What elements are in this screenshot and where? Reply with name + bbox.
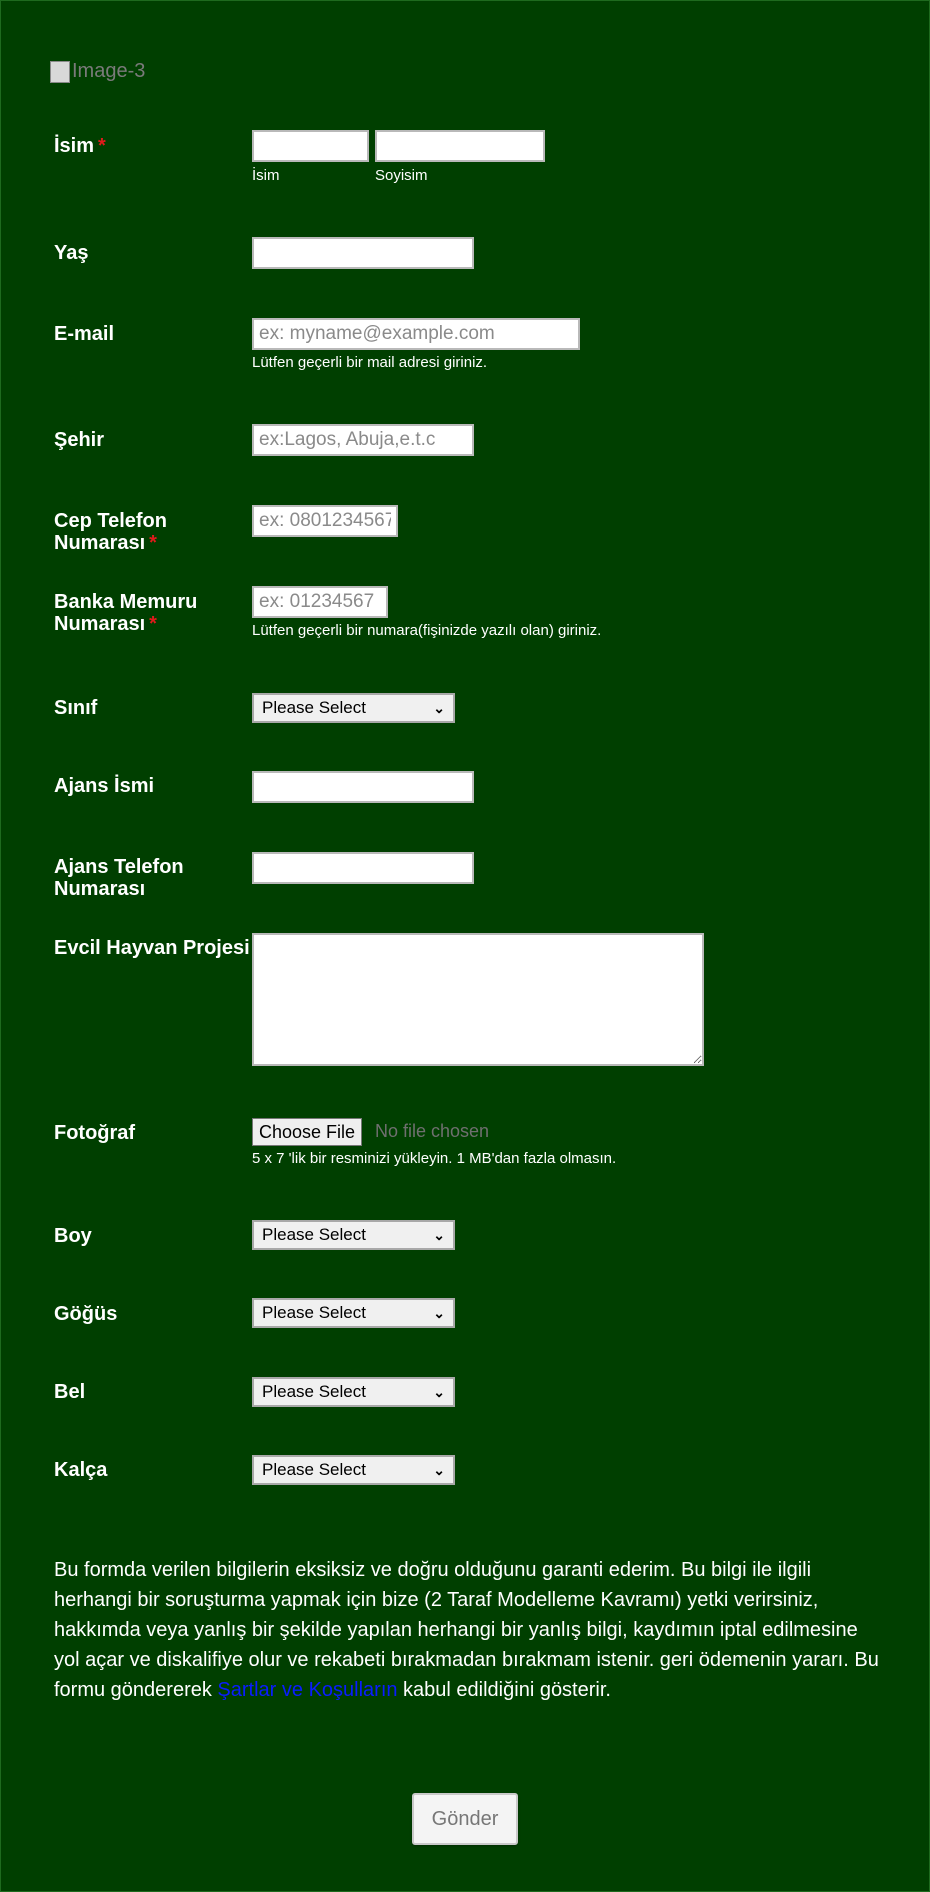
legal-text-after: kabul edildiğini gösterir. bbox=[397, 1679, 611, 1701]
chevron-down-icon: ⌄ bbox=[433, 1304, 445, 1321]
phone-input[interactable] bbox=[252, 505, 398, 537]
chevron-down-icon: ⌄ bbox=[433, 699, 445, 716]
first-name-sublabel: İsim bbox=[252, 167, 280, 184]
broken-image-icon bbox=[50, 61, 70, 83]
chevron-down-icon: ⌄ bbox=[433, 1461, 445, 1478]
email-hint: Lütfen geçerli bir mail adresi giriniz. bbox=[252, 354, 488, 371]
waist-select-value: Please Select bbox=[262, 1382, 366, 1401]
legal-text bbox=[54, 1555, 884, 1705]
chest-select-value: Please Select bbox=[262, 1303, 366, 1322]
pet-project-label: Evcil Hayvan Projesi bbox=[54, 937, 250, 959]
bank-label-line1: Banka Memuru bbox=[54, 591, 198, 613]
height-select-value: Please Select bbox=[262, 1225, 366, 1244]
agency-name-label: Ajans İsmi bbox=[54, 775, 155, 797]
legal-text-before: Bu formda verilen bilgilerin eksiksiz ve doğru olduğunu garanti ederim. Bu bilgi ile ilgili herhangi bir soruşturma yapmak için bize (2 Taraf Modelleme Kavramı) yetki verirsiniz, hakkımda veya yanlış bir şekilde yapılan herhangi bir yanlış bilgi, kaydımın iptal edilmesine yol açar ve diskalifiye olur ve rekabeti bırakmadan bırakmam istenir. geri ödemenin yararı. Bu formu göndererek bbox=[54, 1559, 879, 1701]
photo-label: Fotoğraf bbox=[54, 1122, 136, 1144]
class-label: Sınıf bbox=[54, 697, 98, 719]
bank-hint: Lütfen geçerli bir numara(fişinizde yazılı olan) giriniz. bbox=[252, 622, 602, 639]
bank-label bbox=[54, 591, 197, 635]
required-marker: * bbox=[149, 532, 157, 554]
pet-project-textarea[interactable] bbox=[252, 933, 704, 1066]
header-image-alt: Image-3 bbox=[72, 60, 146, 82]
chevron-down-icon: ⌄ bbox=[433, 1383, 445, 1400]
email-input[interactable] bbox=[252, 318, 580, 350]
terms-link[interactable]: Şartlar ve Koşulların bbox=[217, 1679, 398, 1701]
city-label: Şehir bbox=[54, 429, 105, 451]
first-name-input[interactable] bbox=[252, 130, 369, 162]
agency-phone-label bbox=[54, 856, 184, 900]
city-input[interactable] bbox=[252, 424, 474, 456]
hip-select-value: Please Select bbox=[262, 1460, 366, 1479]
hip-label: Kalça bbox=[54, 1459, 108, 1481]
phone-label bbox=[54, 510, 167, 554]
age-label: Yaş bbox=[54, 242, 89, 264]
photo-hint: 5 x 7 'lik bir resminizi yükleyin. 1 MB'dan fazla olmasın. bbox=[252, 1150, 617, 1167]
agency-phone-label-line1: Ajans Telefon bbox=[54, 856, 184, 878]
chevron-down-icon: ⌄ bbox=[433, 1226, 445, 1243]
class-select[interactable] bbox=[252, 693, 455, 723]
age-input[interactable] bbox=[252, 237, 474, 269]
required-marker: * bbox=[149, 613, 157, 635]
header-image bbox=[50, 60, 145, 83]
height-label: Boy bbox=[54, 1225, 92, 1247]
phone-label-line2: Numarası bbox=[54, 532, 146, 554]
waist-label: Bel bbox=[54, 1381, 86, 1403]
email-label: E-mail bbox=[54, 323, 115, 345]
last-name-sublabel: Soyisim bbox=[375, 167, 428, 184]
waist-select[interactable] bbox=[252, 1377, 455, 1407]
submit-button[interactable]: Gönder bbox=[412, 1793, 518, 1845]
class-select-value: Please Select bbox=[262, 698, 366, 717]
required-marker: * bbox=[98, 135, 106, 157]
agency-phone-input[interactable] bbox=[252, 852, 474, 884]
chest-label: Göğüs bbox=[54, 1303, 118, 1325]
last-name-input[interactable] bbox=[375, 130, 545, 162]
bank-label-line2: Numarası bbox=[54, 613, 146, 635]
choose-file-button[interactable]: Choose File bbox=[252, 1118, 362, 1146]
name-label bbox=[54, 135, 106, 157]
file-status: No file chosen bbox=[375, 1121, 490, 1141]
hip-select[interactable] bbox=[252, 1455, 455, 1485]
agency-name-input[interactable] bbox=[252, 771, 474, 803]
height-select[interactable] bbox=[252, 1220, 455, 1250]
chest-select[interactable] bbox=[252, 1298, 455, 1328]
bank-number-input[interactable] bbox=[252, 586, 388, 618]
agency-phone-label-line2: Numarası bbox=[54, 878, 146, 900]
name-label-text: İsim bbox=[54, 135, 95, 157]
phone-label-line1: Cep Telefon bbox=[54, 510, 167, 532]
